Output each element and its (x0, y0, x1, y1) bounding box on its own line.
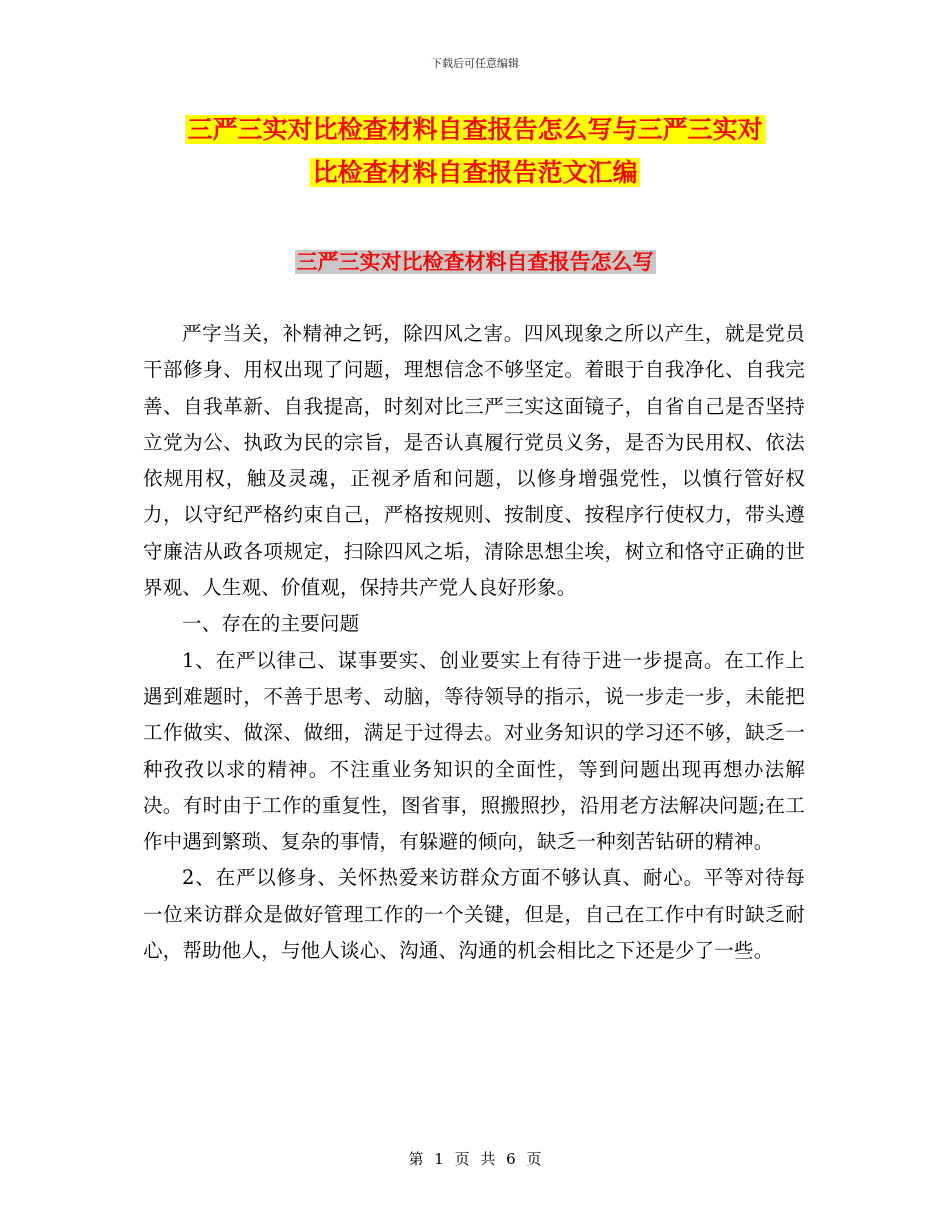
paragraph-intro: 严字当关，补精神之钙，除四风之害。四风现象之所以产生，就是党员干部修身、用权出现了问题，理想信念不够坚定。着眼于自我净化、自我完善、自我革新、自我提高，时刻对比三严三实这面镜子，自省自己是否坚持立党为公、执政为民的宗旨，是否认真履行党员义务，是否为民用权、依法依规用权，触及灵魂，正视矛盾和问题，以修身增强党性，以慎行管好权力，以守纪严格约束自己，严格按规则、按制度、按程序行使权力，带头遵守廉洁从政各项规定，扫除四风之垢，清除思想尘埃，树立和恪守正确的世界观、人生观、价值观，保持共产党人良好形象。 (143, 322, 805, 600)
document-body (143, 316, 805, 969)
document-title-line-2-text: 比检查材料自查报告范文汇编 (312, 158, 638, 187)
document-title-line-2 (0, 156, 950, 190)
section-subtitle-text: 三严三实对比检查材料自查报告怎么写 (296, 250, 654, 274)
header-note: 下载后可任意编辑 (431, 57, 519, 70)
paragraph-item-2: 2、在严以修身、关怀热爱来访群众方面不够认真、耐心。平等对待每一位来访群众是做好管理工作的一个关键，但是，自己在工作中有时缺乏耐心，帮助他人，与他人谈心、沟通、沟通的机会相比之下还是少了一些。 (143, 866, 805, 963)
section-heading-problems: 一、存在的主要问题 (182, 612, 360, 636)
section-subtitle (0, 246, 950, 278)
document-title-line-1-text: 三严三实对比检查材料自查报告怎么写与三严三实对 (187, 115, 763, 144)
paragraph-item-1: 1、在严以律己、谋事要实、创业要实上有待于进一步提高。在工作上遇到难题时，不善于思考、动脑，等待领导的指示，说一步走一步，未能把工作做实、做深、做细，满足于过得去。对业务知识的学习还不够，缺乏一种孜孜以求的精神。不注重业务知识的全面性，等到问题出现再想办法解决。有时由于工作的重复性，图省事，照搬照抄，沿用老方法解决问题;在工作中遇到繁琐、复杂的事情，有躲避的倾向，缺乏一种刻苦钻研的精神。 (143, 648, 805, 854)
page-footer: 第 1 页 共 6 页 (408, 1150, 542, 1168)
document-title-line-1 (0, 113, 950, 147)
